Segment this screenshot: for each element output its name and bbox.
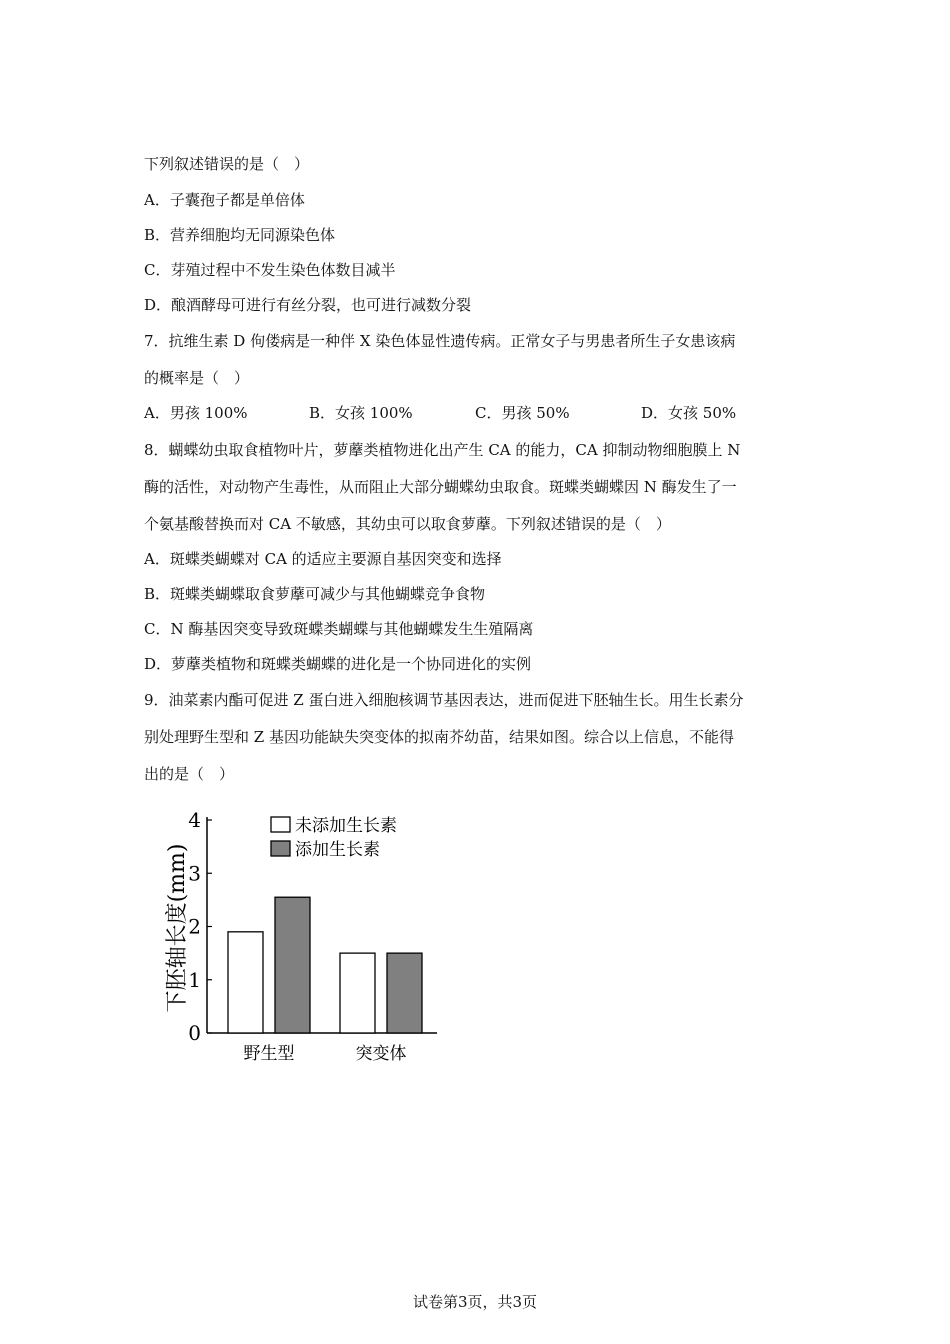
y-tick-label: 4 — [188, 808, 201, 832]
q7-option-c: C．男孩 50% — [475, 404, 570, 422]
page-footer: 试卷第3页，共3页 — [412, 1293, 538, 1311]
q9-stem-line-3: 出的是（ ） — [144, 765, 235, 783]
hypocotyl-bar-chart — [150, 805, 450, 1075]
q6-stem: 下列叙述错误的是（ ） — [144, 155, 310, 173]
legend-label: 添加生长素 — [295, 840, 380, 860]
q8-option-b: B．斑蝶类蝴蝶取食萝藦可减少与其他蝴蝶竞争食物 — [144, 585, 486, 603]
q6-option-a: A．子囊孢子都是单倍体 — [144, 191, 305, 209]
y-tick-label: 0 — [188, 1021, 201, 1045]
y-tick-label: 2 — [188, 914, 201, 939]
x-category-label: 野生型 — [243, 1044, 295, 1064]
q7-option-b: B．女孩 100% — [309, 404, 413, 422]
q7-stem-line-2: 的概率是（ ） — [144, 369, 250, 387]
x-category-label: 突变体 — [355, 1044, 407, 1064]
q8-option-d: D．萝藦类植物和斑蝶类蝴蝶的进化是一个协同进化的实例 — [144, 655, 532, 673]
q6-option-b: B．营养细胞均无同源染色体 — [144, 226, 336, 244]
q8-stem-line-2: 酶的活性，对动物产生毒性，从而阻止大部分蝴蝶幼虫取食。斑蝶类蝴蝶因 N 酶发生了一 — [144, 478, 737, 496]
bar-wild-type-auxin — [275, 897, 310, 1033]
q9-stem-line-2: 别处理野生型和 Z 基因功能缺失突变体的拟南芥幼苗，结果如图。综合以上信息，不能得 — [144, 728, 734, 746]
bar-mutant-auxin — [387, 953, 422, 1033]
q8-stem-line-3: 个氨基酸替换而对 CA 不敏感，其幼虫可以取食萝藦。下列叙述错误的是（ ） — [144, 515, 671, 533]
y-axis-label: 下胚轴长度(mm) — [165, 843, 190, 1013]
legend-label: 未添加生长素 — [295, 816, 397, 836]
q6-option-d: D．酿酒酵母可进行有丝分裂，也可进行减数分裂 — [144, 296, 472, 314]
q8-stem-line-1: 8．蝴蝶幼虫取食植物叶片，萝藦类植物进化出产生 CA 的能力，CA 抑制动物细胞膜上 N — [144, 441, 741, 459]
bar-mutant-no-auxin — [340, 953, 375, 1033]
q8-option-c: C．N 酶基因突变导致斑蝶类蝴蝶与其他蝴蝶发生生殖隔离 — [144, 620, 534, 638]
q7-stem-line-1: 7．抗维生素 D 佝偻病是一种伴 X 染色体显性遗传病。正常女子与男患者所生子女患该病 — [144, 332, 736, 350]
q7-option-a: A．男孩 100% — [144, 404, 248, 422]
legend-swatch — [271, 817, 290, 832]
q9-stem-line-1: 9．油菜素内酯可促进 Z 蛋白进入细胞核调节基因表达，进而促进下胚轴生长。用生长素分 — [144, 691, 744, 709]
q6-option-c: C．芽殖过程中不发生染色体数目减半 — [144, 261, 396, 279]
q8-option-a: A．斑蝶类蝴蝶对 CA 的适应主要源自基因突变和选择 — [144, 550, 502, 568]
y-tick-label: 1 — [188, 967, 201, 992]
q7-option-d: D．女孩 50% — [641, 404, 737, 422]
bar-wild-type-no-auxin — [228, 932, 263, 1033]
y-tick-label: 3 — [188, 861, 201, 886]
legend-swatch — [271, 841, 290, 856]
